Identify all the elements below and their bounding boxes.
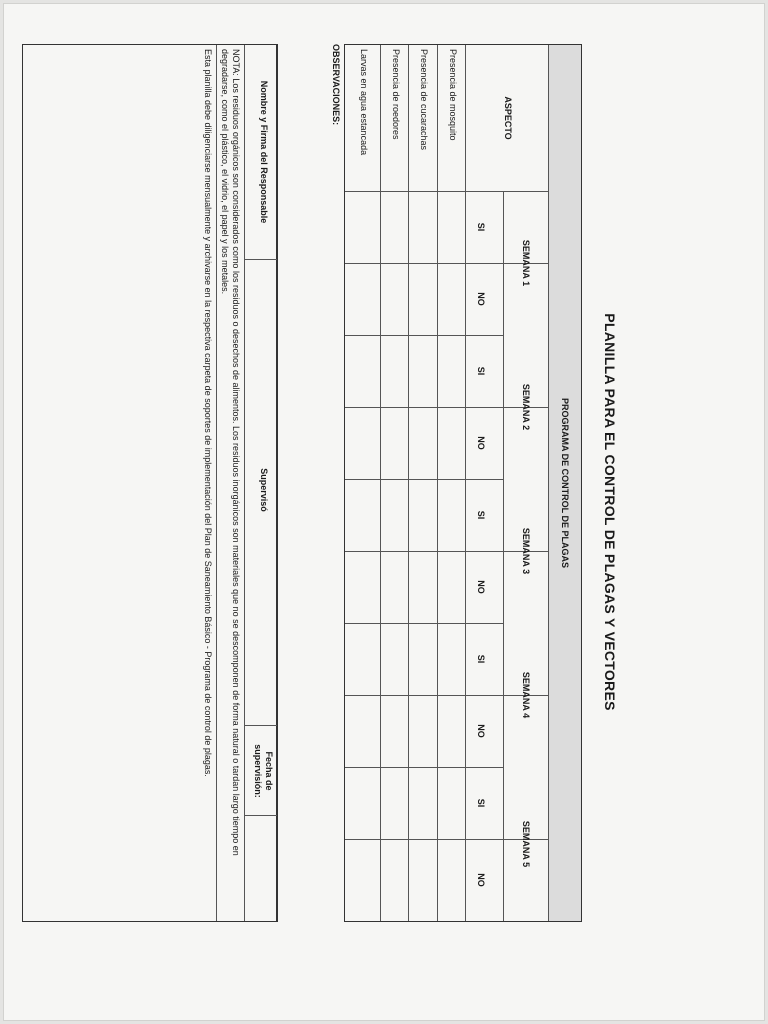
- grid-vline: [345, 695, 549, 696]
- observations-label: OBSERVACIONES:: [331, 44, 341, 126]
- aspect-row-label: Presencia de mosquito: [448, 49, 458, 141]
- program-header: PROGRAMA DE CONTROL DE PLAGAS: [548, 45, 581, 921]
- divider: [216, 45, 217, 921]
- aspect-row-label: Presencia de cucarachas: [419, 49, 430, 151]
- grid-hline: [437, 45, 438, 921]
- yes-header: SI: [476, 654, 486, 664]
- supervision-date-label: [252, 731, 274, 811]
- no-header: NO: [476, 580, 486, 594]
- divider: [245, 815, 277, 816]
- aspect-header: ASPECTO: [503, 96, 513, 140]
- grid-hline: [408, 45, 409, 921]
- week-header: SEMANA 5: [521, 820, 531, 868]
- yes-header: SI: [476, 222, 486, 232]
- grid-vline: [345, 263, 549, 264]
- supervisor-label: Supervisó: [259, 468, 269, 512]
- document-title: PLANILLA PARA EL CONTROL DE PLAGAS Y VECTORES: [602, 313, 618, 711]
- note-text: [219, 49, 241, 917]
- date-label-line1: Fecha de: [264, 751, 274, 791]
- responsible-label: Nombre y Firma del Responsable: [259, 80, 269, 224]
- grid-vline: [345, 407, 549, 408]
- grid-hline: [503, 191, 504, 921]
- aspect-row-label: Presencia de roedores: [391, 49, 401, 140]
- divider: [245, 725, 277, 726]
- footer-text: Esta planilla debe diligenciarse mensualmente y archivarse en la respectiva carpeta de soportes de implementación del Plan de Saneamiento Básico - Programa de control de plagas.: [203, 49, 213, 777]
- grid-vline: [345, 839, 549, 840]
- no-header: NO: [476, 292, 486, 306]
- grid-hline: [380, 45, 381, 921]
- note-line2: degradarse, como el plástico, el vidrio, el papel y los metales.: [220, 49, 230, 295]
- signature-note-box: [22, 44, 278, 922]
- yes-header: SI: [476, 366, 486, 376]
- divider: [244, 45, 245, 921]
- divider: [276, 45, 277, 921]
- no-header: NO: [476, 873, 486, 887]
- week-header: SEMANA 1: [521, 239, 531, 287]
- no-header: NO: [476, 436, 486, 450]
- yes-header: SI: [476, 798, 486, 808]
- note-line1: NOTA: Los residuos orgánicos son considerados como los residuos o desechos de alimentos. Los residuos inorgánicos son materiales que no se descomponen de forma natural o tardan largo tiempo en: [231, 49, 241, 856]
- no-header: NO: [476, 724, 486, 738]
- grid-vline: [345, 551, 549, 552]
- week-header: SEMANA 3: [521, 527, 531, 575]
- grid-hline: [465, 45, 466, 921]
- week-header: SEMANA 4: [521, 671, 531, 719]
- week-header: SEMANA 2: [521, 383, 531, 431]
- date-label-line2: supervisión:: [253, 744, 263, 798]
- divider: [245, 259, 277, 260]
- grid-vline: [345, 191, 549, 192]
- pest-control-table: [344, 44, 582, 922]
- aspect-row-label: Larvas en agua estancada: [359, 49, 369, 156]
- yes-header: SI: [476, 510, 486, 520]
